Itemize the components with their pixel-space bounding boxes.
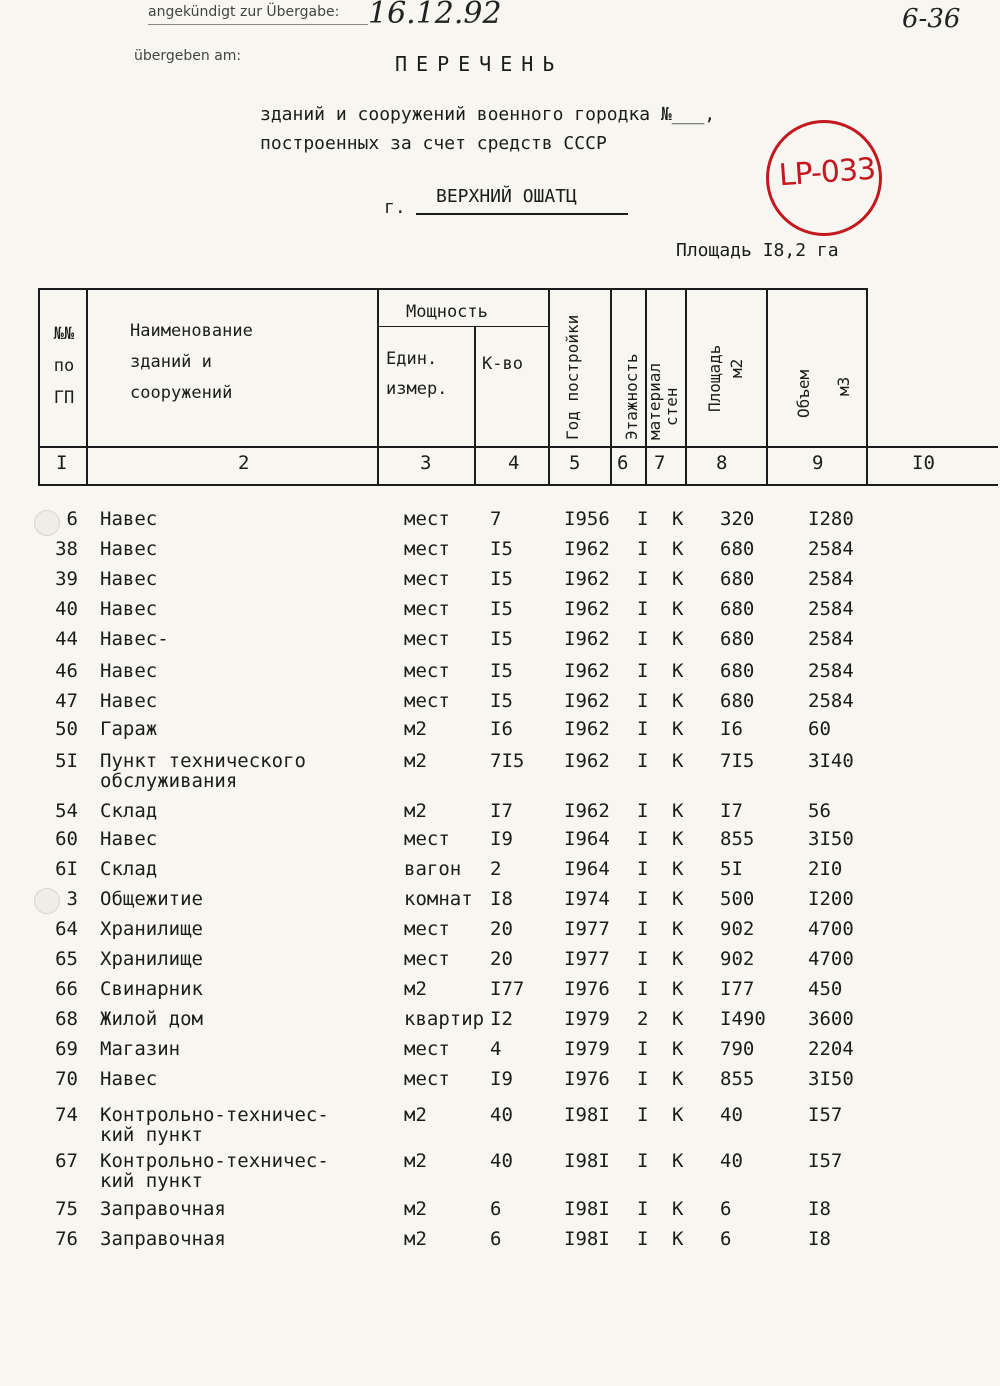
row-material: К — [672, 568, 684, 590]
header-col1-line3: ГП — [53, 388, 75, 408]
row-floors: I — [637, 978, 649, 1000]
header-col9-line2: м3 — [834, 376, 853, 396]
row-year: I956 — [564, 508, 610, 530]
row-unit: м2 — [404, 1150, 427, 1172]
row-volume: 2204 — [808, 1038, 854, 1060]
row-floors: I — [637, 1150, 649, 1172]
col-number-9: 9 — [812, 452, 824, 474]
col-number-5: 5 — [569, 452, 581, 474]
row-material: К — [672, 800, 684, 822]
row-name: Жилой дом — [100, 1008, 203, 1030]
header-col4: К-во — [482, 354, 523, 374]
row-quantity: I2 — [490, 1008, 513, 1030]
row-number: 66 — [55, 978, 78, 1000]
row-material: К — [672, 690, 684, 712]
row-name: Навес — [100, 1068, 158, 1090]
row-floors: I — [637, 918, 649, 940]
row-name: кий пункт — [100, 1124, 203, 1146]
row-material: К — [672, 660, 684, 682]
row-year: I977 — [564, 918, 610, 940]
row-name: Навес — [100, 568, 158, 590]
row-quantity: I5 — [490, 660, 513, 682]
row-area: 902 — [720, 918, 755, 940]
row-unit: мест — [404, 1068, 450, 1090]
row-quantity: 40 — [490, 1150, 513, 1172]
header-col5: Год постройки — [563, 314, 582, 440]
row-quantity: I5 — [490, 690, 513, 712]
row-number: 76 — [55, 1228, 78, 1250]
row-material: К — [672, 858, 684, 880]
row-area: 855 — [720, 828, 755, 850]
row-area: 680 — [720, 660, 755, 682]
row-area: 6 — [720, 1228, 732, 1250]
total-area: Площадь I8,2 га — [676, 240, 839, 261]
row-volume: 2584 — [808, 660, 854, 682]
announced-underline — [148, 24, 368, 25]
row-quantity: 20 — [490, 918, 513, 940]
row-unit: вагон — [404, 858, 462, 880]
row-quantity: 6 — [490, 1228, 502, 1250]
header-col7-line1: материал — [645, 362, 664, 440]
row-material: К — [672, 1008, 684, 1030]
row-material: К — [672, 718, 684, 740]
row-quantity: I7 — [490, 800, 513, 822]
row-unit: м2 — [404, 1104, 427, 1126]
header-col1-line1: №№ — [53, 324, 75, 344]
row-unit: мест — [404, 1038, 450, 1060]
header-col2-line1: Наименование — [130, 321, 253, 341]
row-year: I964 — [564, 858, 610, 880]
row-name: Навес — [100, 660, 158, 682]
header-col2-line3: сооружений — [130, 383, 233, 403]
row-number: 6I — [55, 858, 78, 880]
header-col6: Этажность — [622, 353, 641, 440]
row-unit: квартир — [404, 1008, 485, 1030]
row-floors: I — [637, 1228, 649, 1250]
row-floors: I — [637, 948, 649, 970]
row-year: I962 — [564, 718, 610, 740]
row-volume: 2I0 — [808, 858, 843, 880]
title-line-2: построенных за счет средств СССР — [260, 133, 607, 154]
row-area: 7I5 — [720, 750, 755, 772]
row-name: Склад — [100, 858, 158, 880]
row-number: 60 — [55, 828, 78, 850]
row-volume: I57 — [808, 1150, 843, 1172]
row-floors: I — [637, 858, 649, 880]
row-number: 54 — [55, 800, 78, 822]
row-area: 680 — [720, 628, 755, 650]
row-name: Контрольно-техничес- — [100, 1104, 329, 1126]
row-floors: I — [637, 598, 649, 620]
row-unit: мест — [404, 690, 450, 712]
row-volume: 450 — [808, 978, 843, 1000]
row-year: I974 — [564, 888, 610, 910]
row-area: 680 — [720, 538, 755, 560]
row-number: 44 — [55, 628, 78, 650]
row-number: 46 — [55, 660, 78, 682]
circle-stamp-text: LP-033 — [777, 151, 877, 194]
row-volume: I57 — [808, 1104, 843, 1126]
row-floors: I — [637, 718, 649, 740]
row-quantity: I5 — [490, 628, 513, 650]
row-name: Хранилище — [100, 948, 203, 970]
row-area: 790 — [720, 1038, 755, 1060]
row-area: I6 — [720, 718, 743, 740]
row-volume: 3I50 — [808, 828, 854, 850]
header-col3-line1: Един. — [386, 349, 438, 369]
row-unit: мест — [404, 660, 450, 682]
row-floors: I — [637, 750, 649, 772]
announced-label: angekündigt zur Übergabe: — [148, 4, 340, 20]
row-year: I964 — [564, 828, 610, 850]
row-quantity: I5 — [490, 538, 513, 560]
row-material: К — [672, 828, 684, 850]
col-number-2: 2 — [238, 452, 250, 474]
row-unit: м2 — [404, 1228, 427, 1250]
row-floors: I — [637, 1198, 649, 1220]
col-number-7: 7 — [654, 452, 666, 474]
row-area: 680 — [720, 598, 755, 620]
row-floors: I — [637, 690, 649, 712]
row-name: обслуживания — [100, 770, 238, 792]
row-volume: 2584 — [808, 538, 854, 560]
row-number: 75 — [55, 1198, 78, 1220]
row-volume: 2584 — [808, 598, 854, 620]
row-material: К — [672, 508, 684, 530]
row-year: I962 — [564, 628, 610, 650]
row-name: Навес — [100, 690, 158, 712]
handed-label: übergeben am: — [134, 48, 242, 64]
row-unit: мест — [404, 828, 450, 850]
col-number-1: I — [56, 452, 68, 474]
row-floors: I — [637, 1104, 649, 1126]
row-number: 47 — [55, 690, 78, 712]
row-unit: мест — [404, 508, 450, 530]
row-year: I976 — [564, 1068, 610, 1090]
row-name: Навес — [100, 538, 158, 560]
row-quantity: 7 — [490, 508, 502, 530]
row-quantity: 7I5 — [490, 750, 525, 772]
row-volume: 4700 — [808, 918, 854, 940]
row-volume: I200 — [808, 888, 854, 910]
row-name: кий пункт — [100, 1170, 203, 1192]
header-col9-line1: Объем — [794, 369, 813, 418]
row-year: I962 — [564, 598, 610, 620]
row-material: К — [672, 888, 684, 910]
row-unit: мест — [404, 538, 450, 560]
row-name: Навес- — [100, 628, 169, 650]
row-material: К — [672, 1038, 684, 1060]
row-quantity: I6 — [490, 718, 513, 740]
row-quantity: I5 — [490, 598, 513, 620]
row-name: Заправочная — [100, 1198, 226, 1220]
row-area: I77 — [720, 978, 755, 1000]
row-floors: I — [637, 508, 649, 530]
col-number-8: 8 — [716, 452, 728, 474]
row-number: 3 — [66, 888, 78, 910]
document-heading: ПЕРЕЧЕНЬ — [395, 52, 564, 76]
row-unit: мест — [404, 598, 450, 620]
city-name: ВЕРХНИЙ ОШАТЦ — [436, 186, 577, 207]
row-number: 40 — [55, 598, 78, 620]
row-area: I490 — [720, 1008, 766, 1030]
row-year: I98I — [564, 1198, 610, 1220]
col-number-10: I0 — [912, 452, 935, 474]
row-unit: м2 — [404, 750, 427, 772]
row-year: I962 — [564, 660, 610, 682]
row-year: I976 — [564, 978, 610, 1000]
row-volume: I8 — [808, 1198, 831, 1220]
row-volume: 2584 — [808, 690, 854, 712]
row-year: I979 — [564, 1038, 610, 1060]
header-col2 — [130, 316, 253, 409]
row-area: 6 — [720, 1198, 732, 1220]
col-number-6: 6 — [617, 452, 629, 474]
row-floors: I — [637, 1038, 649, 1060]
header-col1-line2: по — [53, 356, 75, 376]
header-col8-line1: Площадь — [705, 344, 724, 412]
row-unit: мест — [404, 948, 450, 970]
row-quantity: I8 — [490, 888, 513, 910]
row-year: I98I — [564, 1228, 610, 1250]
row-quantity: I77 — [490, 978, 525, 1000]
row-number: 67 — [55, 1150, 78, 1172]
row-year: I962 — [564, 690, 610, 712]
row-volume: 60 — [808, 718, 831, 740]
row-volume: 3I40 — [808, 750, 854, 772]
row-floors: I — [637, 660, 649, 682]
row-floors: I — [637, 888, 649, 910]
row-number: 70 — [55, 1068, 78, 1090]
row-material: К — [672, 750, 684, 772]
header-col7 — [646, 363, 680, 440]
row-floors: I — [637, 628, 649, 650]
row-year: I962 — [564, 800, 610, 822]
row-number: 74 — [55, 1104, 78, 1126]
row-material: К — [672, 628, 684, 650]
row-unit: мест — [404, 628, 450, 650]
row-area: 40 — [720, 1104, 743, 1126]
row-floors: I — [637, 1068, 649, 1090]
row-material: К — [672, 598, 684, 620]
header-col8 — [704, 345, 748, 412]
header-col1 — [46, 318, 82, 414]
col-number-4: 4 — [508, 452, 520, 474]
header-col3 — [386, 344, 447, 404]
row-year: I962 — [564, 538, 610, 560]
row-material: К — [672, 948, 684, 970]
row-material: К — [672, 1198, 684, 1220]
row-number: 5I — [55, 750, 78, 772]
announced-date: 16.12.92 — [368, 0, 502, 31]
row-number: 68 — [55, 1008, 78, 1030]
row-volume: 56 — [808, 800, 831, 822]
row-quantity: I9 — [490, 828, 513, 850]
row-unit: мест — [404, 568, 450, 590]
row-floors: I — [637, 568, 649, 590]
city-prefix: г. — [384, 197, 406, 218]
row-quantity: I5 — [490, 568, 513, 590]
row-name: Гараж — [100, 718, 158, 740]
row-volume: 3I50 — [808, 1068, 854, 1090]
row-material: К — [672, 1150, 684, 1172]
row-area: 5I — [720, 858, 743, 880]
row-name: Общежитие — [100, 888, 203, 910]
header-col7-line2: стен — [662, 387, 681, 426]
header-col9 — [784, 370, 864, 418]
row-name: Контрольно-техничес- — [100, 1150, 329, 1172]
row-number: 69 — [55, 1038, 78, 1060]
row-name: Склад — [100, 800, 158, 822]
row-year: I98I — [564, 1150, 610, 1172]
archive-mark: 6-36 — [902, 4, 961, 34]
row-area: 680 — [720, 690, 755, 712]
row-name: Навес — [100, 508, 158, 530]
header-capacity: Мощность — [406, 302, 488, 322]
row-year: I962 — [564, 568, 610, 590]
row-area: 855 — [720, 1068, 755, 1090]
row-volume: 2584 — [808, 568, 854, 590]
row-number: 65 — [55, 948, 78, 970]
row-unit: м2 — [404, 718, 427, 740]
row-name: Навес — [100, 828, 158, 850]
row-floors: I — [637, 828, 649, 850]
circle-stamp — [766, 120, 882, 236]
row-volume: I8 — [808, 1228, 831, 1250]
row-material: К — [672, 1104, 684, 1126]
row-area: 680 — [720, 568, 755, 590]
row-number: 39 — [55, 568, 78, 590]
row-name: Навес — [100, 598, 158, 620]
row-number: 6 — [66, 508, 78, 530]
punch-hole-bottom — [34, 888, 60, 914]
row-volume: 4700 — [808, 948, 854, 970]
row-floors: I — [637, 538, 649, 560]
row-area: 40 — [720, 1150, 743, 1172]
col-number-3: 3 — [420, 452, 432, 474]
row-quantity: 4 — [490, 1038, 502, 1060]
row-area: 500 — [720, 888, 755, 910]
row-name: Хранилище — [100, 918, 203, 940]
row-quantity: 6 — [490, 1198, 502, 1220]
row-area: 902 — [720, 948, 755, 970]
title-line-1: зданий и сооружений военного городка №___, — [260, 104, 716, 125]
row-number: 64 — [55, 918, 78, 940]
row-year: I98I — [564, 1104, 610, 1126]
row-material: К — [672, 538, 684, 560]
row-year: I979 — [564, 1008, 610, 1030]
row-material: К — [672, 1068, 684, 1090]
row-area: I7 — [720, 800, 743, 822]
row-volume: 2584 — [808, 628, 854, 650]
row-name: Свинарник — [100, 978, 203, 1000]
row-quantity: 40 — [490, 1104, 513, 1126]
row-unit: мест — [404, 918, 450, 940]
header-col8-line2: м2 — [727, 358, 746, 378]
row-quantity: 20 — [490, 948, 513, 970]
row-name: Заправочная — [100, 1228, 226, 1250]
row-material: К — [672, 1228, 684, 1250]
row-quantity: 2 — [490, 858, 502, 880]
row-volume: 3600 — [808, 1008, 854, 1030]
city-underline — [416, 213, 628, 215]
header-col2-line2: зданий и — [130, 352, 212, 372]
row-number: 38 — [55, 538, 78, 560]
row-name: Магазин — [100, 1038, 181, 1060]
punch-hole-top — [34, 510, 60, 536]
row-floors: 2 — [637, 1008, 649, 1030]
row-material: К — [672, 918, 684, 940]
row-unit: м2 — [404, 1198, 427, 1220]
row-unit: м2 — [404, 800, 427, 822]
row-number: 50 — [55, 718, 78, 740]
row-year: I962 — [564, 750, 610, 772]
row-year: I977 — [564, 948, 610, 970]
row-unit: м2 — [404, 978, 427, 1000]
row-quantity: I9 — [490, 1068, 513, 1090]
row-volume: I280 — [808, 508, 854, 530]
row-area: 320 — [720, 508, 755, 530]
row-name: Пункт технического — [100, 750, 306, 772]
row-floors: I — [637, 800, 649, 822]
row-unit: комнат — [404, 888, 473, 910]
row-material: К — [672, 978, 684, 1000]
header-col3-line2: измер. — [386, 379, 448, 399]
